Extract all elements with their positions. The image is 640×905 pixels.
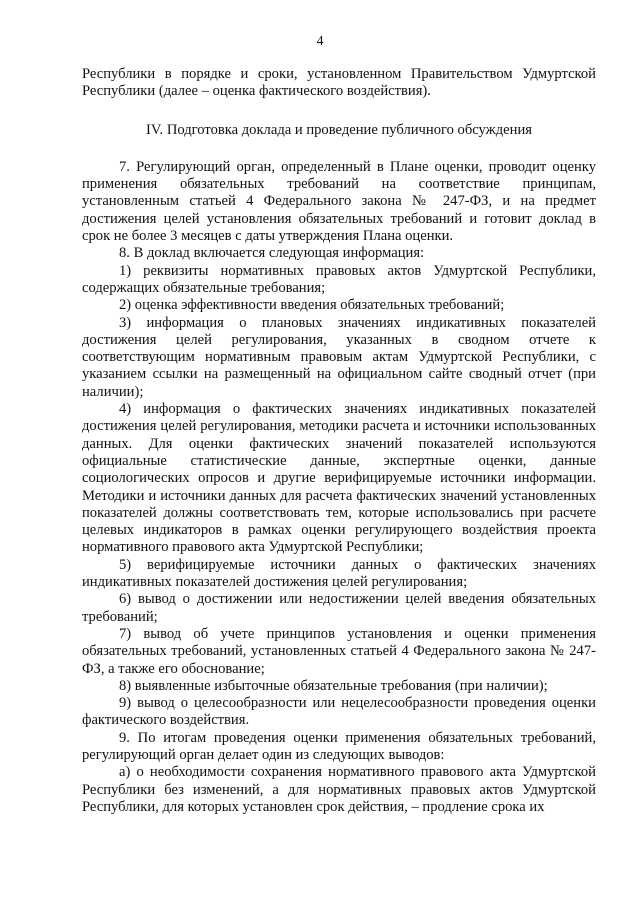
section-heading: IV. Подготовка доклада и проведение публичного обсуждения: [146, 121, 532, 138]
list-item-2: 2) оценка эффективности введения обязательных требований;: [119, 297, 505, 314]
document-body: [82, 66, 596, 816]
list-item-6: 6) вывод о достижении или недостижении целей введения обязательных требований;: [82, 591, 596, 625]
list-item-7: 7) вывод об учете принципов установления и оценки применения обязательных требований, установленных статьей 4 Федерального закона № 247-ФЗ, а также его обоснование;: [82, 625, 596, 677]
list-item-3: 3) информация о плановых значениях индикативных показателей достижения целей регулирования, указанных в сводном отчете к соответствующим нормативным правовым актам Удмуртской Республики, с указанием ссылки на размещенный на официальном сайте сводный отчет (при наличии);: [82, 314, 596, 400]
intro-continuation: Республики в порядке и сроки, установленном Правительством Удмуртской Республики (далее – оценка фактического воздействия).: [82, 66, 596, 100]
page-number: 4: [316, 34, 324, 49]
list-item-5: 5) верифицируемые источники данных о фактических значениях индикативных показателей достижения целей регулирования;: [82, 556, 596, 591]
list-item-9: 9) вывод о целесообразности или нецелесообразности проведения оценки фактического воздействия.: [82, 695, 596, 729]
list-item-a: а) о необходимости сохранения нормативного правового акта Удмуртской Республики без изменений, а для нормативных правовых актов Удмуртской Республики, для которых установлен срок действия, – продление срока их: [82, 764, 596, 815]
paragraph-8: 8. В доклад включается следующая информация:: [119, 245, 425, 262]
list-item-4: 4) информация о фактических значениях индикативных показателей достижения целей регулирования, методики расчета и источники использованных данных. Для оценки фактических значений показателей используются официальные статистические данные, экспертные оценки, данные социологических опросов и другие верифицируемые источники информации. Методики и источники данных для расчета фактических значений установленных показателей должны соответствовать тем, которые использовались при расчете целевых индикаторов в рамках оценки регулирующего воздействия проекта нормативного правового акта Удмуртской Республики;: [82, 401, 596, 556]
list-item-8: 8) выявленные избыточные обязательные требования (при наличии);: [119, 677, 548, 694]
list-item-1: 1) реквизиты нормативных правовых актов Удмуртской Республики, содержащих обязательные требования;: [82, 262, 596, 296]
paragraph-9: 9. По итогам проведения оценки применения обязательных требований, регулирующий орган делает один из следующих выводов:: [82, 729, 596, 763]
paragraph-7: 7. Регулирующий орган, определенный в Плане оценки, проводит оценку применения обязательных требований на соответствие принципам, установленным статьей 4 Федерального закона № 247-ФЗ, и на предмет достижения целей установления обязательных требований и готовит доклад в срок не более 3 месяцев с даты утверждения Плана оценки.: [82, 158, 596, 245]
